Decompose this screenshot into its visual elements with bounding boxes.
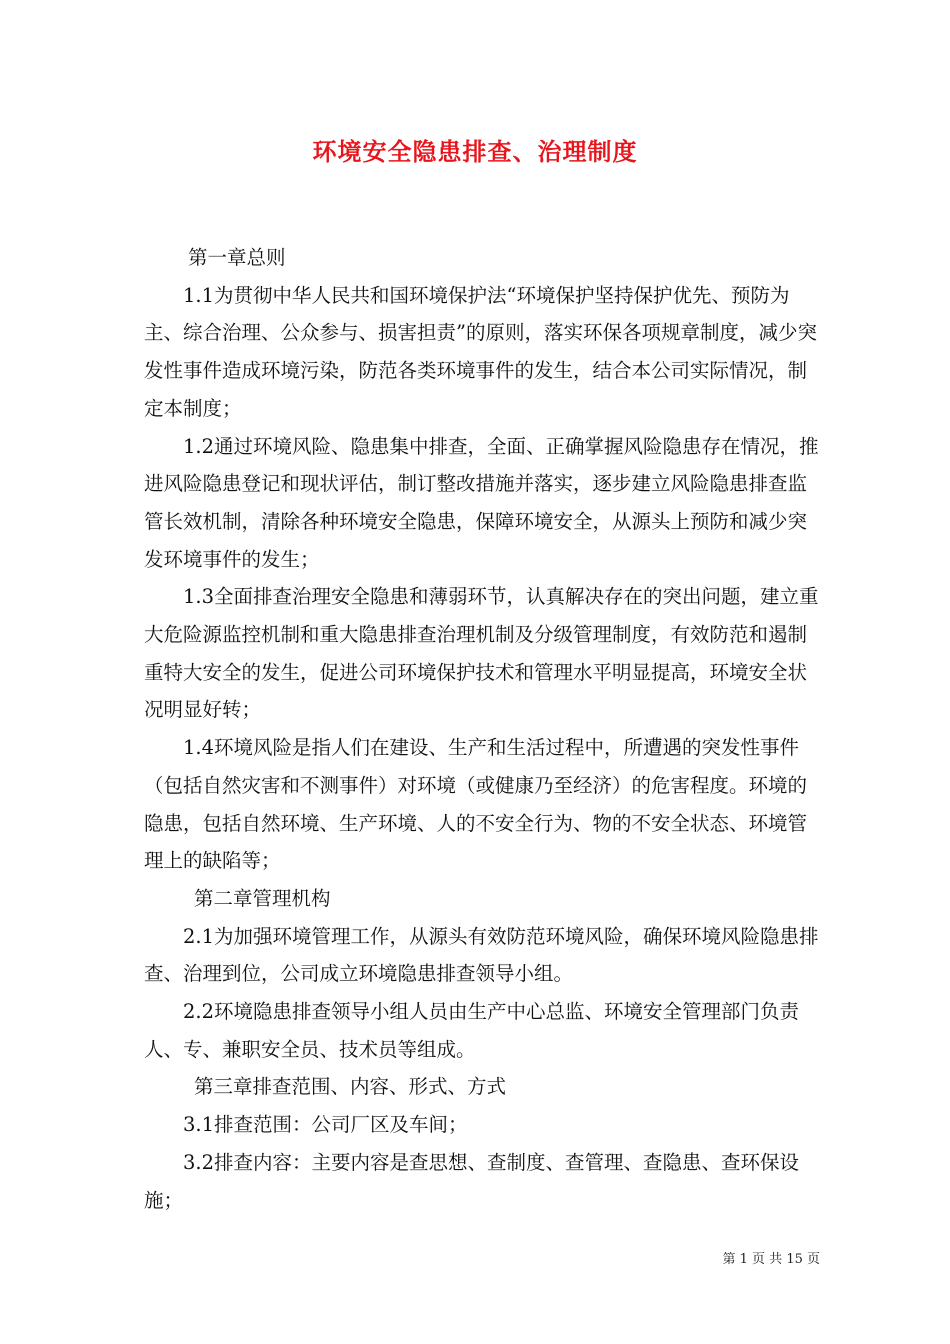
chapter-heading: 第一章总则 bbox=[188, 246, 286, 269]
paragraph: 3.2排查内容：主要内容是查思想、查制度、查管理、查隐患、查环保设施； bbox=[144, 1150, 800, 1212]
document-title: 环境安全隐患排查、治理制度 bbox=[312, 137, 638, 166]
paragraph: 3.1排查范围：公司厂区及车间； bbox=[183, 1113, 468, 1137]
paragraph: 1.2通过环境风险、隐患集中排查，全面、正确掌握风险隐患存在情况，推进风险隐患登记和现状评估，制订整改措施并落实，逐步建立风险隐患排查监管长效机制，清除各种环境安全隐患，保障环境安全，从源头上预防和减少突发环境事件的发生； bbox=[144, 434, 819, 571]
paragraph: 1.4环境风险是指人们在建设、生产和生活过程中，所遭遇的突发性事件（包括自然灾害和不测事件）对环境（或健康乃至经济）的危害程度。环境的隐患，包括自然环境、生产环境、人的不安全行为、物的不安全状态、环境管理上的缺陷等； bbox=[144, 736, 808, 873]
chapter-heading: 第二章管理机构 bbox=[194, 886, 331, 910]
paragraph: 1.1为贯彻中华人民共和国环境保护法“环境保护坚持保护优先、预防为主、综合治理、公众参与、损害担责”的原则，落实环保各项规章制度，减少突发性事件造成环境污染，防范各类环境事件的发生，结合本公司实际情况，制定本制度； bbox=[144, 283, 817, 420]
paragraph: 1.3全面排查治理安全隐患和薄弱环节，认真解决存在的突出问题，建立重大危险源监控机制和重大隐患排查治理机制及分级管理制度，有效防范和遏制重特大安全的发生，促进公司环境保护技术和管理水平明显提高，环境安全状况明显好转； bbox=[144, 585, 819, 722]
document-body bbox=[144, 239, 824, 1219]
paragraph: 2.1为加强环境管理工作，从源头有效防范环境风险，确保环境风险隐患排查、治理到位，公司成立环境隐患排查领导小组。 bbox=[144, 924, 819, 986]
paragraph: 2.2环境隐患排查领导小组人员由生产中心总监、环境安全管理部门负责人、专、兼职安全员、技术员等组成。 bbox=[144, 1000, 800, 1061]
chapter-heading: 第三章排查范围、内容、形式、方式 bbox=[194, 1075, 507, 1099]
page-number-footer: 第 1 页 共 15 页 bbox=[722, 1252, 820, 1267]
